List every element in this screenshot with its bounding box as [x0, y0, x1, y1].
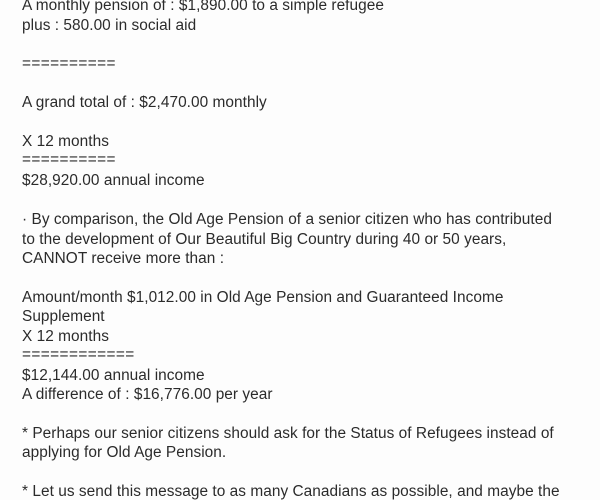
pension-amount-line: A monthly pension of : $1,890.00 to a simple refugee	[22, 0, 384, 14]
comparison-line: to the development of Our Beautiful Big Country during 40 or 50 years,	[22, 231, 507, 248]
separator-line: ==========	[22, 55, 116, 72]
comparison-line: · By comparison, the Old Age Pension of a senior citizen who has contributed	[22, 211, 552, 228]
annual-income-line: $12,144.00 annual income	[22, 367, 205, 384]
grand-total-line: A grand total of : $2,470.00 monthly	[22, 94, 267, 111]
annual-income-line: $28,920.00 annual income	[22, 172, 205, 189]
note-line: * Perhaps our senior citizens should ask for the Status of Refugees instead of	[22, 425, 554, 442]
note-line: applying for Old Age Pension.	[22, 444, 227, 461]
old-age-pension-line: Amount/month $1,012.00 in Old Age Pension and Guaranteed Income	[22, 289, 504, 306]
separator-line: ============	[22, 346, 135, 363]
multiplier-line: X 12 months	[22, 133, 109, 150]
difference-line: A difference of : $16,776.00 per year	[22, 386, 273, 403]
note-line: * Let us send this message to as many Canadians as possible, and maybe the	[22, 483, 560, 500]
old-age-pension-line: Supplement	[22, 308, 105, 325]
social-aid-line: plus : 580.00 in social aid	[22, 17, 197, 34]
separator-line: ==========	[22, 151, 116, 168]
multiplier-line: X 12 months	[22, 328, 109, 345]
comparison-line: CANNOT receive more than :	[22, 250, 225, 267]
